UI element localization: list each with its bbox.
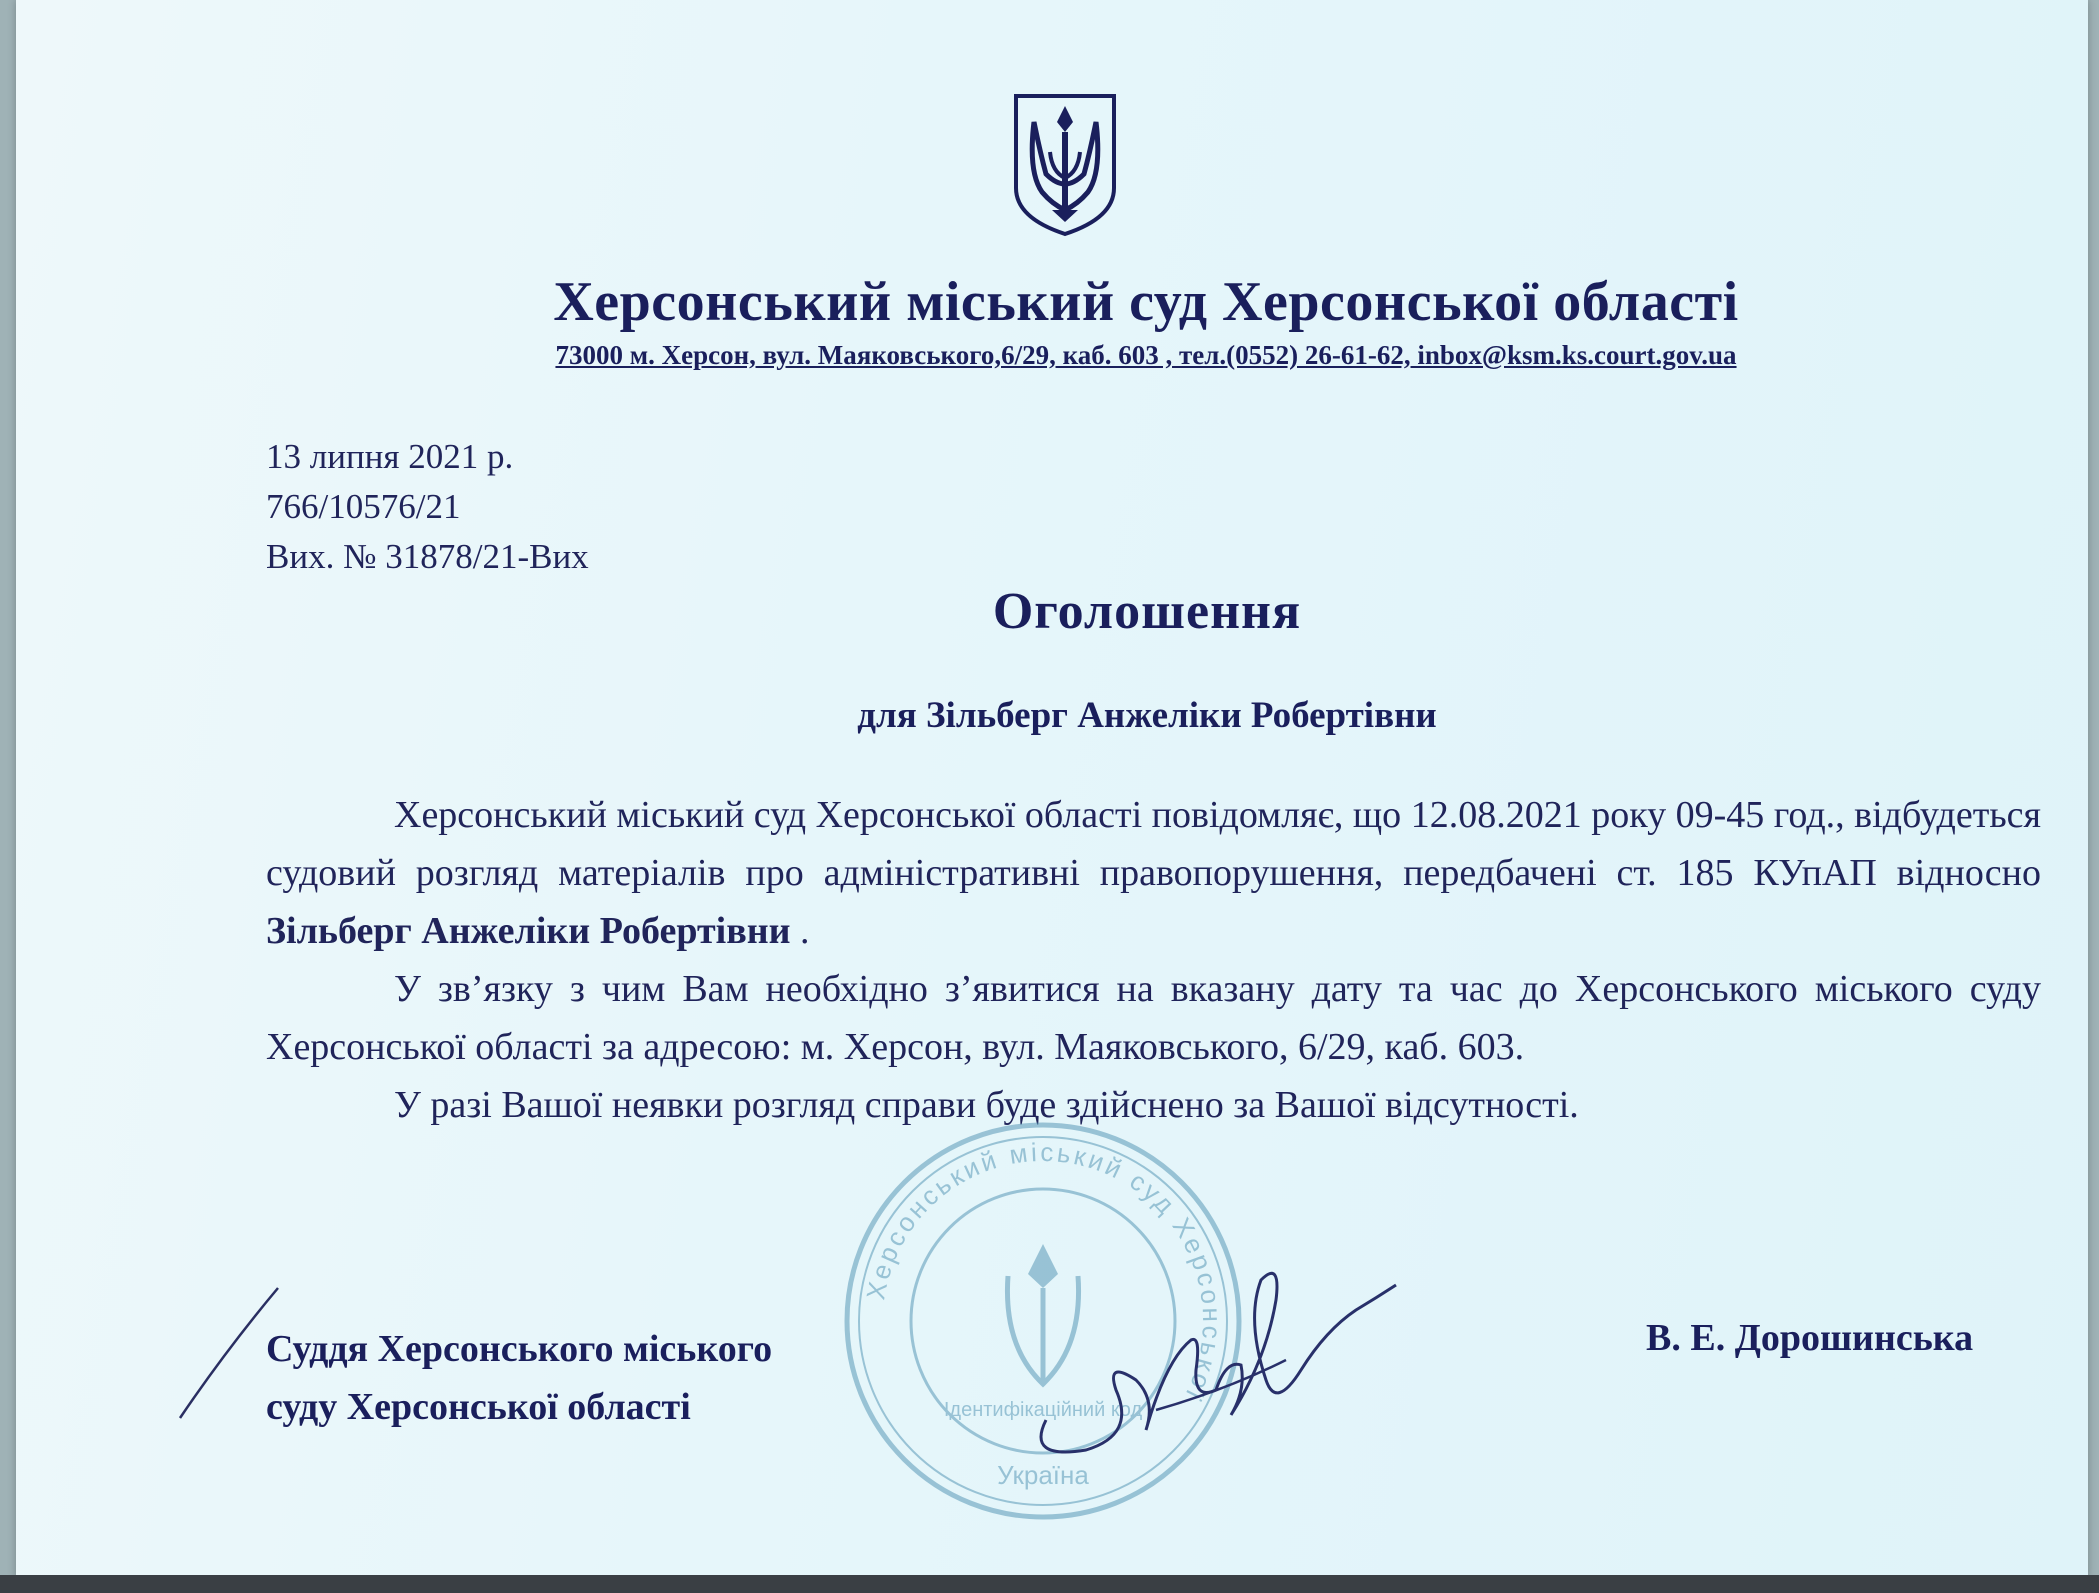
seal-ring-text: Херсонський міський суд Херсонської (860, 1136, 1228, 1408)
notice-paragraph-3: У разі Вашої неявки розгляд справи буде здійснено за Вашої відсутності. (394, 1084, 1579, 1126)
defendant-name: Зільберг Анжеліки Робертівни (266, 910, 791, 952)
document-meta (266, 432, 589, 582)
notice-paragraph-2: У зв’язку з чим Вам необхідно з’явитися на вказану дату та час до Херсонського міського суду Херсонської області за адресою: м. Херсон, вул. Маяковського, 6/29, каб. 603. (266, 968, 2041, 1068)
recipient-line: для Зільберг Анжеліки Робертівни (857, 695, 1437, 736)
seal-inner-text: Ідентифікаційний код (943, 1399, 1143, 1421)
outgoing-number: Вих. № 31878/21-Вих (266, 537, 589, 576)
document-sheet (16, 0, 2088, 1578)
document-heading: Оголошення (992, 583, 1302, 640)
handwritten-signature (1026, 1240, 1406, 1480)
table-edge (0, 1575, 2099, 1593)
seal-country-text: Україна (997, 1460, 1089, 1490)
margin-pen-stroke (166, 1280, 296, 1430)
signer-title: Суддя Херсонського міського суду Херсонської області (266, 1328, 773, 1428)
case-number: 766/10576/21 (266, 487, 461, 526)
court-name-heading: Херсонський міський суд Херсонської області (553, 271, 1739, 333)
notice-paragraph-1: Херсонський міський суд Херсонської області повідомляє, що 12.08.2021 року 09-45 год., відбудеться судовий розгляд матеріалів про адміністративні правопорушення, передбачені ст. 185 КУпАП відносно Зільберг Анжеліки Робертівни . (266, 794, 2041, 952)
trident-emblem-icon (1012, 92, 1118, 238)
court-address-line: 73000 м. Херсон, вул. Маяковського,6/29, каб. 603 , тел.(0552) 26-61-62, inbox@ksm.ks.court.gov.ua (555, 340, 1737, 370)
document-date: 13 липня 2021 р. (266, 437, 514, 476)
notice-body (266, 786, 2041, 1134)
signer-name: В. Е. Дорошинська (1646, 1317, 1974, 1359)
